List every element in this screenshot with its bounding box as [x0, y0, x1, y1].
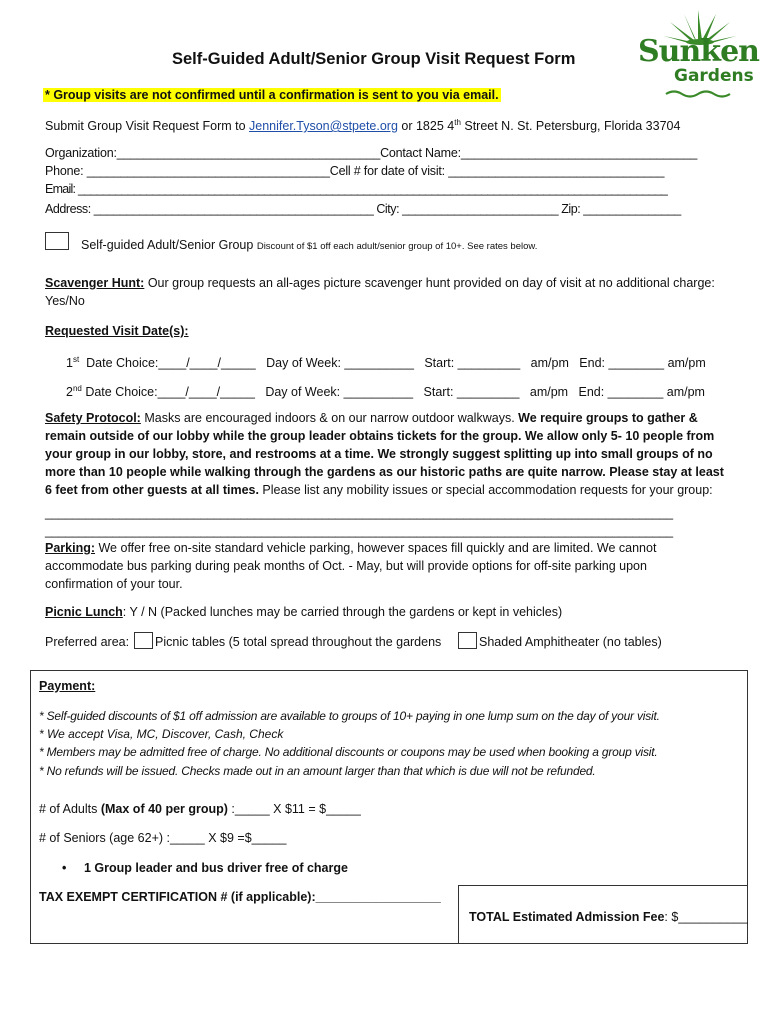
parking-section: Parking: We offer free on-site standard vehicle parking, however spaces fill quickly and are limited. We cannot accommodate bus parking during peak months of Oct. - May, but will provide options for off-site parking upon confirmation of your tour.	[45, 541, 657, 591]
tax-exempt-field[interactable]: TAX EXEMPT CERTIFICATION # (if applicable):__________________	[39, 890, 441, 904]
scavenger-yes-no[interactable]: Yes/No	[45, 294, 85, 308]
address-field[interactable]: Address: ___________________________________________ City: ________________________ Zip: _______________	[45, 202, 681, 216]
logo-subtitle: Gardens	[674, 66, 754, 86]
picnic-tables-label: Picnic tables (5 total spread throughout the gardens	[155, 635, 442, 649]
email-link[interactable]: Jennifer.Tyson@stpete.org	[249, 119, 398, 134]
phone-field[interactable]: Phone: ____________________________________Cell # for date of visit: ________________________________	[45, 164, 665, 178]
group-discount-note: Discount of $1 off each adult/senior group of 10+. See rates below.	[256, 241, 538, 252]
visit-dates-heading: Requested Visit Date(s):	[45, 324, 189, 338]
payment-note-4: * No refunds will be issued. Checks made out in an amount larger than that which is due will not be refunded.	[39, 764, 596, 778]
seniors-count-field[interactable]: # of Seniors (age 62+) :_____ X $9 =$_____	[39, 831, 287, 845]
picnic-lunch-line: Picnic Lunch: Y / N (Packed lunches may be carried through the gardens or kept in vehicles)	[45, 605, 563, 619]
accommodation-line-1[interactable]: _____________________________________________________________________________________________	[45, 506, 673, 520]
group-type-label: Self-guided Adult/Senior Group Discount of $1 off each adult/senior group of 10+. See rates below.	[81, 238, 538, 252]
preferred-area-label: Preferred area:	[45, 635, 130, 649]
free-leader-bullet: • 1 Group leader and bus driver free of charge	[62, 861, 348, 875]
picnic-tables-checkbox[interactable]	[134, 632, 153, 649]
payment-note-2: * We accept Visa, MC, Discover, Cash, Check	[39, 727, 284, 741]
payment-note-1: * Self-guided discounts of $1 off admission are available to groups of 10+ paying in one lump sum on the day of your visit.	[39, 709, 660, 723]
sunken-gardens-logo	[636, 8, 759, 102]
group-type-checkbox[interactable]	[45, 232, 69, 250]
submit-instructions: Submit Group Visit Request Form to Jennifer.Tyson@stpete.org or 1825 4th Street N. St. Petersburg, Florida 33704	[45, 118, 681, 134]
payment-note-3: * Members may be admitted free of charge. No additional discounts or coupons may be used when booking a group visit.	[39, 745, 658, 759]
accommodation-line-2[interactable]: _____________________________________________________________________________________________	[45, 524, 673, 538]
payment-heading: Payment:	[39, 679, 96, 693]
total-fee-field[interactable]: TOTAL Estimated Admission Fee: $__________	[469, 910, 748, 924]
amphitheater-checkbox[interactable]	[458, 632, 477, 649]
scavenger-hunt-section: Scavenger Hunt: Our group requests an all-ages picture scavenger hunt provided on day of visit at no additional charge: Yes/No	[45, 276, 715, 308]
amphitheater-label: Shaded Amphitheater (no tables)	[479, 635, 662, 649]
organization-field[interactable]: Organization:_______________________________________Contact Name:___________________________________	[45, 146, 698, 160]
page-title: Self-Guided Adult/Senior Group Visit Request Form	[172, 50, 576, 68]
logo-wordmark: Sunken	[638, 34, 759, 69]
safety-protocol-section: Safety Protocol: Masks are encouraged indoors & on our narrow outdoor walkways. We require groups to gather & remain outside of our lobby while the group leader obtains tickets for the group. We allow only 5- 10 people from your group in our lobby, store, and restrooms at a time. We strongly suggest splitting up into small groups of no more than 10 people while walking through the gardens as our historic paths are quite narrow. Please stay at least 6 feet from other guests at all times. Please list any mobility issues or special accommodation requests for your group:	[45, 411, 724, 497]
email-field[interactable]: Email: _______________________________________________________________________________________________	[45, 182, 668, 196]
date-choice-2[interactable]: 2nd Date Choice:____/____/_____ Day of Week: __________ Start: _________ am/pm End: ________ am/pm	[66, 384, 705, 400]
confirmation-notice: * Group visits are not confirmed until a confirmation is sent to you via email.	[45, 88, 499, 102]
adults-count-field[interactable]: # of Adults (Max of 40 per group) :_____ X $11 = $_____	[39, 802, 361, 816]
date-choice-1[interactable]: 1st Date Choice:____/____/_____ Day of Week: __________ Start: _________ am/pm End: ________ am/pm	[66, 355, 706, 371]
